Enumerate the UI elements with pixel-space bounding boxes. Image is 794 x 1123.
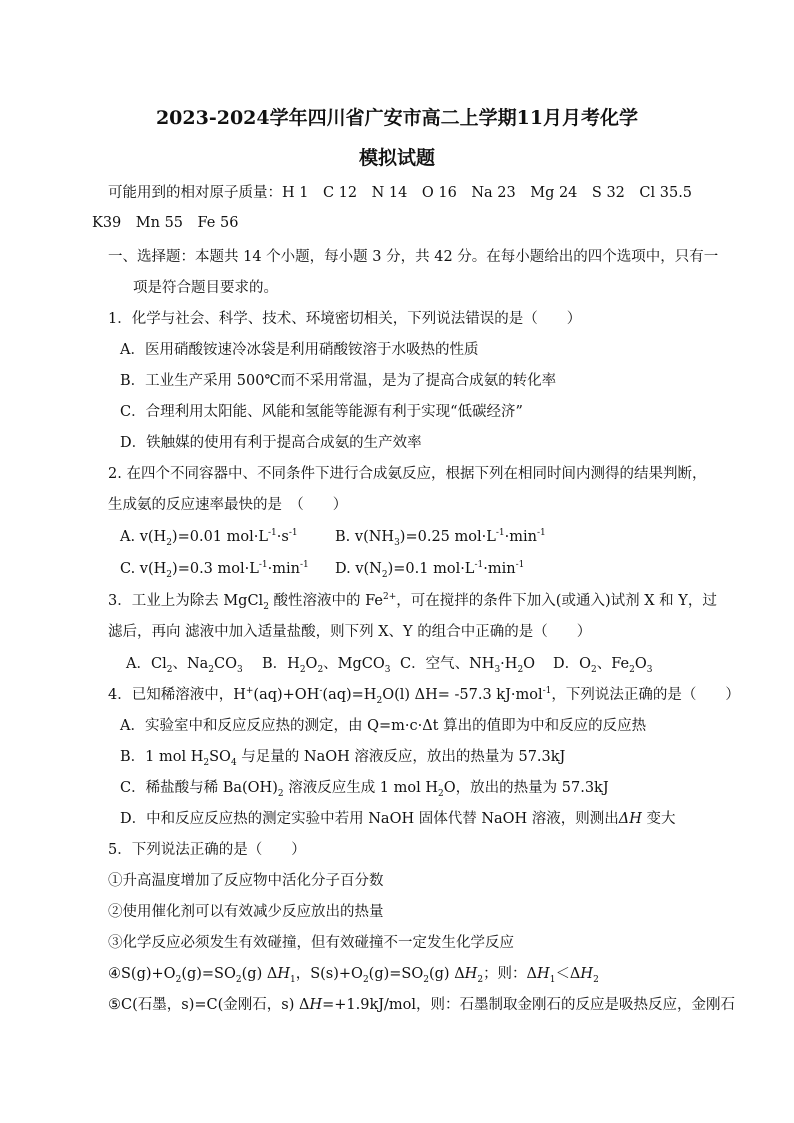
question-3-stem: 3．工业上为除去 MgCl$_2$ 酸性溶液中的 $Fe^{2+}$，可在搅拌的条件下加入(或通入)试剂 X 和 Y，过	[108, 592, 717, 612]
question-2-option-c: C. $v(H_2)=0.3$ $mol\cdot L^{-1}\cdot\min^{-1}$	[120, 560, 309, 580]
question-3-option-d: D．$O_2$、$Fe_2O_3$	[553, 656, 653, 675]
question-5-item-1: ①升高温度增加了反应物中活化分子百分数	[108, 873, 384, 889]
question-3-stem-cont: 滤后，再向 滤液中加入适量盐酸，则下列 X、Y 的组合中正确的是（ ）	[108, 624, 592, 640]
atomic-masses-line2: K39 Mn 55 Fe 56	[92, 215, 239, 231]
question-5-item-2: ②使用催化剂可以有效减少反应放出的热量	[108, 904, 384, 920]
section-heading: 一、选择题：本题共 14 个小题，每小题 3 分，共 42 分。在每小题给出的四个选项中，只有一	[108, 249, 719, 265]
question-5-item-5: ⑤C(石墨，s)=C(金刚石，s) ΔH=+1.9kJ/mol，则：石墨制取金刚石的反应是吸热反应，金刚石	[108, 997, 736, 1013]
question-4-stem: 4．已知稀溶液中，$H^+(aq)+OH^-(aq)=H_2O(l)$ ΔH= -57.3 kJ·mol$^{-1}$，下列说法正确的是（ ）	[108, 686, 740, 706]
page-subtitle: 模拟试题	[358, 147, 435, 169]
question-1-option-c: C．合理利用太阳能、风能和氢能等能源有利于实现“低碳经济”	[120, 404, 523, 420]
atomic-masses-line1: 可能用到的相对原子质量：H 1 C 12 N 14 O 16 Na 23 Mg 24 S 32 Cl 35.5	[108, 185, 693, 201]
section-heading-cont: 项是符合题目要求的。	[133, 280, 278, 296]
question-1-stem: 1．化学与社会、科学、技术、环境密切相关，下列说法错误的是（ ）	[108, 311, 582, 327]
question-3-option-a: A．$Cl_2$、$Na_2CO_3$	[126, 656, 243, 675]
question-5-stem: 5．下列说法正确的是（ ）	[108, 842, 306, 858]
question-2-stem-cont: 生成氨的反应速率最快的是 （ ）	[108, 497, 348, 513]
question-4-option-c: C．稀盐酸与稀 $Ba(OH)_2$ 溶液反应生成 1 mol $H_2O$，放出的热量为 57.3kJ	[120, 780, 609, 799]
question-4-option-a: A．实验室中和反应反应热的测定，由 Q=m·c·Δt 算出的值即为中和反应的反应热	[120, 718, 647, 734]
question-2-option-a: A. $v(H_2)=0.01$ $mol\cdot L^{-1}\cdot s^{-1}$	[120, 528, 298, 548]
question-5-item-3: ③化学反应必须发生有效碰撞，但有效碰撞不一定发生化学反应	[108, 935, 514, 951]
question-1-option-a: A．医用硝酸铵速冷冰袋是利用硝酸铵溶于水吸热的性质	[120, 342, 479, 358]
question-3-option-c: C．空气、$NH_3\cdot H_2O$	[400, 656, 536, 675]
question-1-option-d: D．铁触媒的使用有利于提高合成氨的生产效率	[120, 435, 422, 451]
question-5-item-4: $④S(g)+O_2(g)=SO_2(g)$ $\Delta H_1$，$S(s)+O_2(g)=SO_2(g)$ $\Delta H_2$；则：$\Delta H_1<\Delta H_2$	[108, 966, 599, 985]
question-2-stem: 2. 在四个不同容器中、不同条件下进行合成氨反应，根据下列在相同时间内测得的结果判断，	[108, 466, 707, 482]
question-1-option-b: B．工业生产采用 500℃而不采用常温，是为了提高合成氨的转化率	[120, 373, 557, 389]
question-2-option-d: D. $v(N_2)=0.1$ $mol\cdot L^{-1}\cdot\min^{-1}$	[335, 560, 525, 580]
question-4-option-b: B．1 mol $H_2SO_4$ 与足量的 NaOH 溶液反应，放出的热量为 57.3kJ	[120, 749, 566, 768]
question-2-option-b: B. $v(NH_3)=0.25$ $mol\cdot L^{-1}\cdot\min^{-1}$	[335, 528, 546, 548]
question-4-option-d: D．中和反应反应热的测定实验中若用 NaOH 固体代替 NaOH 溶液，则测出ΔH 变大	[120, 811, 676, 827]
page-title: 2023-2024学年四川省广安市高二上学期11月月考化学	[155, 107, 639, 129]
question-3-option-b: B．$H_2O_2$、MgCO$_3$	[262, 656, 391, 675]
